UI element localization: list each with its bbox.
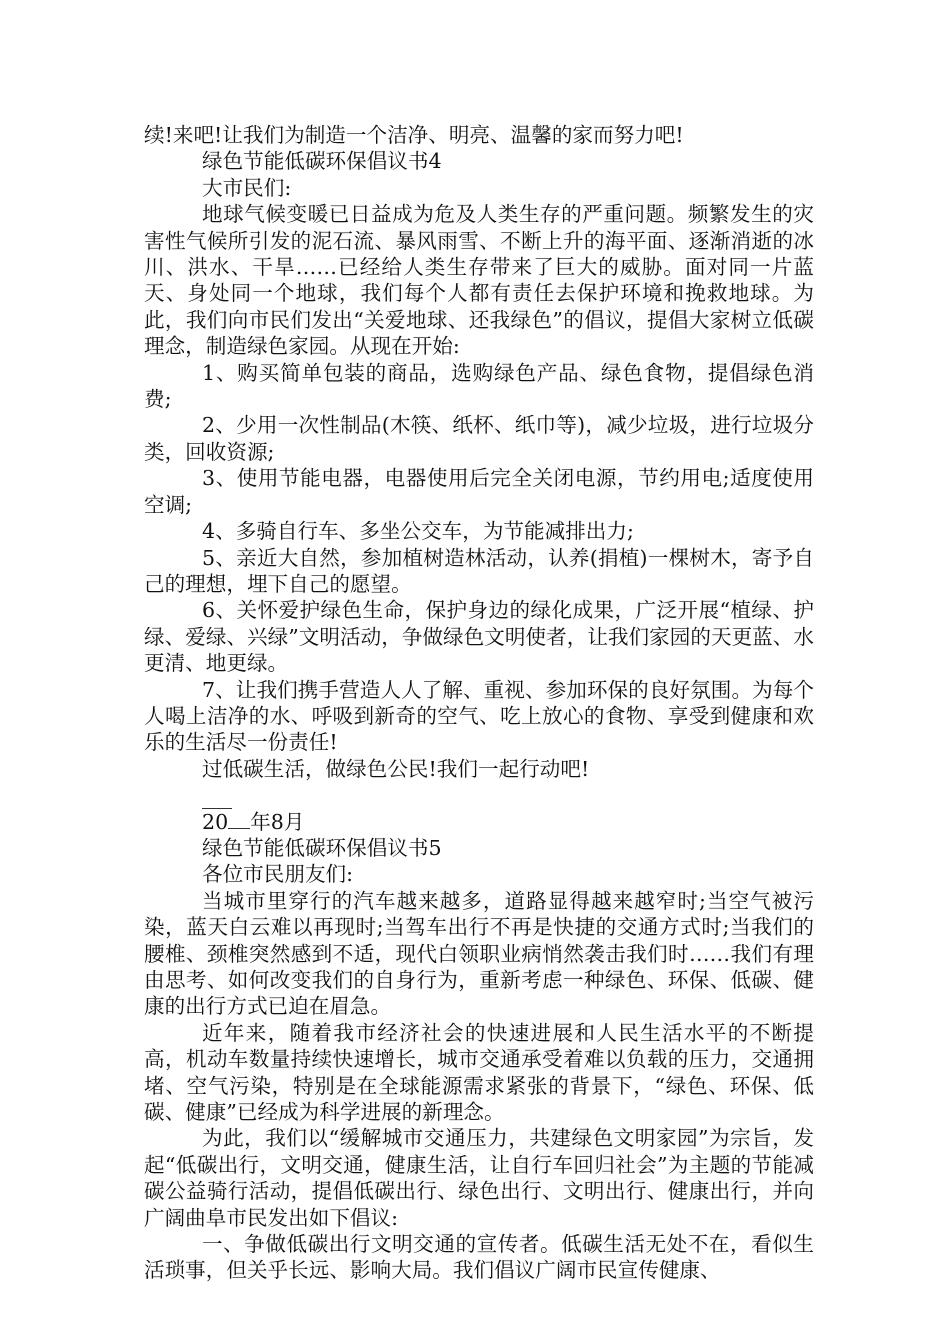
date-underline [228, 812, 250, 829]
document-page [144, 122, 814, 1284]
list-item-6: 6、关怀爱护绿色生命，保护身边的绿化成果，广泛开展“植绿、护绿、爱绿、兴绿”文明活动，争做绿色文明使者，让我们家园的天更蓝、水更清、地更绿。 [144, 598, 814, 676]
salutation-5: 各位市民朋友们: [202, 862, 354, 887]
list-item-3: 3、使用节能电器，电器使用后完全关闭电源，节约用电;适度使用空调; [144, 466, 814, 517]
list-item-1: 1、购买简单包装的商品，选购绿色产品、绿色食物，提倡绿色消费; [144, 360, 814, 412]
date-suffix: 年8月 [250, 809, 305, 834]
list-item-2: 2、少用一次性制品(木筷、纸杯、纸巾等)，减少垃圾，进行垃圾分类，回收资源; [144, 413, 814, 464]
list-item-7: 7、让我们携手营造人人了解、重视、参加环保的良好氛围。为每个人喝上洁净的水、呼吸到新奇的空气、吃上放心的食物、享受到健康和欢乐的生活尽一份责任! [144, 677, 814, 755]
closing-4: 过低碳生活，做绿色公民!我们一起行动吧! [202, 756, 590, 781]
paragraph-proposal-1: 一、争做低碳出行文明交通的宣传者。低碳生活无处不在，看似生活琐事，但关乎长远、影响大局。我们倡议广阔市民宣传健康、 [144, 1232, 814, 1283]
paragraph-intro-5: 当城市里穿行的汽车越来越多，道路显得越来越窄时;当空气被污染，蓝天白云难以再现时;当驾车出行不再是快捷的交通方式时;当我们的腰椎、颈椎突然感到不适，现代白领职业病悄然袭击我们时……我们有理由思考、如何改变我们的自身行为，重新考虑一种绿色、环保、低碳、健康的出行方式已迫在眉急。 [144, 888, 814, 1019]
signature-blank-line [144, 782, 814, 808]
list-item-5: 5、亲近大自然，参加植树造林活动，认养(捐植)一棵树木，寄予自己的理想，埋下自己的愿望。 [144, 545, 814, 596]
paragraph-purpose-5: 为此，我们以“缓解城市交通压力，共建绿色文明家园”为宗旨，发起“低碳出行，文明交通，健康生活，让自行车回归社会”为主题的节能减碳公益骑行活动，提倡低碳出行、绿色出行、文明出行、健康出行，并向广阔曲阜市民发出如下倡议: [144, 1126, 814, 1230]
section-title-5: 绿色节能低碳环保倡议书5 [202, 835, 442, 860]
signature-underline [202, 794, 232, 809]
list-item-4: 4、多骑自行车、多坐公交车，为节能减排出力; [202, 519, 634, 544]
paragraph-continuation: 续!来吧!让我们为制造一个洁净、明亮、温馨的家而努力吧! [144, 123, 684, 147]
paragraph-background-5: 近年来，随着我市经济社会的快速进展和人民生活水平的不断提高，机动车数量持续快速增长，城市交通承受着难以负载的压力，交通拥堵、空气污染，特别是在全球能源需求紧张的背景下，“绿色、环保、低碳、健康”已经成为科学进展的新理念。 [144, 1020, 814, 1125]
date-line [144, 809, 814, 835]
date-prefix: 20 [202, 809, 229, 834]
section-title-4: 绿色节能低碳环保倡议书4 [202, 149, 442, 174]
paragraph-intro-4: 地球气候变暖已日益成为危及人类生存的严重问题。频繁发生的灾害性气候所引发的泥石流、暴风雨雪、不断上升的海平面、逐渐消逝的冰川、洪水、干旱……已经给人类生存带来了巨大的威胁。面对同一片蓝天、身处同一个地球，我们每个人都有责任去保护环境和挽救地球。为此，我们向市民们发出“关爱地球、还我绿色”的倡议，提倡大家树立低碳理念，制造绿色家园。从现在开始: [144, 202, 814, 359]
salutation-4: 大市民们: [202, 175, 292, 200]
